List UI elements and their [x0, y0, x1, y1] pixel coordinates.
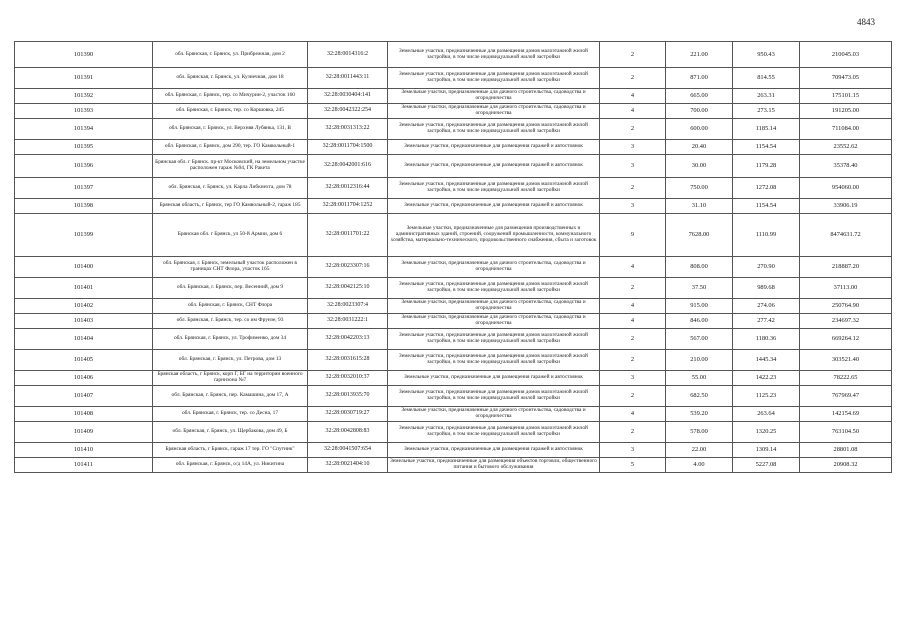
land-use-cell: Земельные участки, предназначенные для размещения гаражей и автостоянок — [388, 371, 600, 386]
land-use-cell: Земельные участки, предназначенные для размещения гаражей и автостоянок — [388, 443, 600, 458]
land-use-cell: Земельные участки, предназначенные для размещения домов малоэтажной жилой застройки, в том числе индивидуальной жилой застройки — [388, 68, 600, 89]
cadastral-number-cell: 32:28:0011704:1252 — [308, 199, 388, 214]
cadastral-number-cell: 32:28:0031313:22 — [308, 119, 388, 140]
cadastral-value-cell: 250764.90 — [800, 299, 892, 314]
specific-value-cell: 5227.08 — [733, 458, 800, 473]
address-cell: обл. Брянская, г. Брянск, ул. Карла Либкнехта, дом 78 — [153, 178, 308, 199]
cadastral-value-cell: 20908.32 — [800, 458, 892, 473]
table-row — [15, 119, 892, 140]
address-cell: Брянская область, г Брянск, тер ГО Камвольный-2, гараж 185 — [153, 199, 308, 214]
area-cell: 567.00 — [666, 329, 733, 350]
address-cell: обл. Брянская, г. Брянск, ул. Верхняя Лубянка, 131, В — [153, 119, 308, 140]
cadastral-number-cell: 32:28:0042808:83 — [308, 422, 388, 443]
table-row — [15, 199, 892, 214]
table-row — [15, 278, 892, 299]
specific-value-cell: 950.43 — [733, 42, 800, 68]
land-use-cell: Земельные участки, предназначенные для размещения гаражей и автостоянок — [388, 199, 600, 214]
group-cell: 4 — [600, 407, 666, 422]
cadastral-number-cell: 32:28:0023307:4 — [308, 299, 388, 314]
row-id: 101390 — [15, 42, 153, 68]
land-use-cell: Земельные участки, предназначенные для размещения домов малоэтажной жилой застройки, в том числе индивидуальной жилой застройки — [388, 278, 600, 299]
table-row — [15, 458, 892, 473]
land-use-cell: Земельные участки, предназначенные для размещения домов малоэтажной жилой застройки, в том числе индивидуальной жилой застройки — [388, 178, 600, 199]
address-cell: обл. Брянская, г. Брянск, ул. Петрова, дом 13 — [153, 350, 308, 371]
address-cell: обл. Брянская, г. Брянск, ул. Трофименко, дом 34 — [153, 329, 308, 350]
area-cell: 750.00 — [666, 178, 733, 199]
group-cell: 2 — [600, 42, 666, 68]
group-cell: 5 — [600, 458, 666, 473]
specific-value-cell: 1154.54 — [733, 199, 800, 214]
specific-value-cell: 273.15 — [733, 104, 800, 119]
table-row — [15, 350, 892, 371]
area-cell: 22.00 — [666, 443, 733, 458]
cadastral-value-cell: 711084.00 — [800, 119, 892, 140]
row-id: 101409 — [15, 422, 153, 443]
row-id: 101403 — [15, 314, 153, 329]
group-cell: 4 — [600, 314, 666, 329]
land-use-cell: Земельные участки, предназначенные для размещения домов малоэтажной жилой застройки, в том числе индивидуальной жилой застройки — [388, 386, 600, 407]
specific-value-cell: 989.68 — [733, 278, 800, 299]
address-cell: обл. Брянская, г. Брянск, тер. со им Фрунзе, 93 — [153, 314, 308, 329]
specific-value-cell: 263.31 — [733, 89, 800, 104]
area-cell: 20.40 — [666, 140, 733, 155]
cadastral-value-cell: 303521.40 — [800, 350, 892, 371]
address-cell: обл. Брянская, г. Брянск, о/д 14А, ул. Никитина — [153, 458, 308, 473]
row-id: 101405 — [15, 350, 153, 371]
group-cell: 3 — [600, 199, 666, 214]
group-cell: 2 — [600, 350, 666, 371]
address-cell: обл. Брянская, г. Брянск, пер. Камашина, дом 17, А — [153, 386, 308, 407]
specific-value-cell: 274.06 — [733, 299, 800, 314]
specific-value-cell: 1320.25 — [733, 422, 800, 443]
specific-value-cell: 1272.08 — [733, 178, 800, 199]
address-cell: Брянская обл. г Брянск. пр-кт Московский, на земельном участке расположен гараж №94, ГК Ракета — [153, 155, 308, 178]
group-cell: 3 — [600, 140, 666, 155]
table-row — [15, 422, 892, 443]
specific-value-cell: 1422.23 — [733, 371, 800, 386]
group-cell: 4 — [600, 104, 666, 119]
land-use-cell: Земельные участки, предназначенные для дачного строительства, садоводства и огородничества — [388, 407, 600, 422]
cadastral-value-cell: 175101.15 — [800, 89, 892, 104]
specific-value-cell: 270.90 — [733, 257, 800, 278]
specific-value-cell: 1309.14 — [733, 443, 800, 458]
group-cell: 2 — [600, 422, 666, 443]
cadastral-number-cell: 32:28:0031615:28 — [308, 350, 388, 371]
address-cell: Брянская область, г Брянск, корп Г, БГ на территории военного гарнизона №7 — [153, 371, 308, 386]
specific-value-cell: 263.64 — [733, 407, 800, 422]
row-id: 101406 — [15, 371, 153, 386]
table-row — [15, 299, 892, 314]
address-cell: обл. Брянская, г. Брянск, пер. Весенний, дом 9 — [153, 278, 308, 299]
cadastral-value-cell: 954060.00 — [800, 178, 892, 199]
specific-value-cell: 1180.36 — [733, 329, 800, 350]
table-row — [15, 329, 892, 350]
cadastral-number-cell: 32:28:0012316:44 — [308, 178, 388, 199]
group-cell: 3 — [600, 371, 666, 386]
land-use-cell: Земельные участки, предназначенные для размещения гаражей и автостоянок — [388, 140, 600, 155]
row-id: 101410 — [15, 443, 153, 458]
area-cell: 915.00 — [666, 299, 733, 314]
table-row — [15, 155, 892, 178]
address-cell: обл. Брянская, г. Брянск, ул. Кузнечная, дом 18 — [153, 68, 308, 89]
area-cell: 37.50 — [666, 278, 733, 299]
table-row — [15, 371, 892, 386]
cadastral-number-cell: 32:28:0030719:27 — [308, 407, 388, 422]
cadastral-value-cell: 35378.40 — [800, 155, 892, 178]
group-cell: 2 — [600, 278, 666, 299]
group-cell: 2 — [600, 68, 666, 89]
specific-value-cell: 1110.99 — [733, 214, 800, 257]
cadastral-value-cell: 218887.20 — [800, 257, 892, 278]
table-row — [15, 443, 892, 458]
land-use-cell: Земельные участки, предназначенные для размещения производственных и административных зданий, строений, сооружений промышленности, коммунального хозяйства, материально-технического, продовольственного снабжения, сбыта и заготовок — [388, 214, 600, 257]
specific-value-cell: 1125.23 — [733, 386, 800, 407]
specific-value-cell: 1445.34 — [733, 350, 800, 371]
cadastral-value-cell: 669264.12 — [800, 329, 892, 350]
cadastral-value-cell: 210045.03 — [800, 42, 892, 68]
group-cell: 2 — [600, 178, 666, 199]
address-cell: Брянская обл. г Брянск, ул 50-й Армии, дом 6 — [153, 214, 308, 257]
address-cell: обл. Брянская, г. Брянск, ул. Щербакова, дом 49, Б — [153, 422, 308, 443]
land-use-cell: Земельные участки, предназначенные для размещения домов малоэтажной жилой застройки, в том числе индивидуальной жилой застройки — [388, 422, 600, 443]
cadastral-value-cell: 78222.65 — [800, 371, 892, 386]
group-cell: 9 — [600, 214, 666, 257]
area-cell: 578.00 — [666, 422, 733, 443]
area-cell: 221.00 — [666, 42, 733, 68]
land-use-cell: Земельные участки, предназначенные для размещения домов малоэтажной жилой застройки, в том числе индивидуальной жилой застройки — [388, 329, 600, 350]
cadastral-value-cell: 234697.32 — [800, 314, 892, 329]
specific-value-cell: 1179.28 — [733, 155, 800, 178]
table-row — [15, 68, 892, 89]
area-cell: 682.50 — [666, 386, 733, 407]
cadastral-number-cell: 32:28:0042001:616 — [308, 155, 388, 178]
row-id: 101400 — [15, 257, 153, 278]
row-id: 101408 — [15, 407, 153, 422]
page-number: 4843 — [857, 17, 875, 27]
cadastral-number-cell: 32:28:0011704:1500 — [308, 140, 388, 155]
cadastral-value-table — [14, 41, 892, 473]
address-cell: Брянская область, г Брянск, гараж 17 тер. ГО "Спутник" — [153, 443, 308, 458]
row-id: 101397 — [15, 178, 153, 199]
group-cell: 4 — [600, 299, 666, 314]
cadastral-value-cell: 28801.08 — [800, 443, 892, 458]
specific-value-cell: 814.55 — [733, 68, 800, 89]
row-id: 101407 — [15, 386, 153, 407]
specific-value-cell: 277.42 — [733, 314, 800, 329]
address-cell: обл. Брянская, г. Брянск, дом 290, тер. ГО Камвольный-1 — [153, 140, 308, 155]
cadastral-value-cell: 142154.69 — [800, 407, 892, 422]
cadastral-number-cell: 32:28:0032010:37 — [308, 371, 388, 386]
land-use-cell: Земельные участки, предназначенные для дачного строительства, садоводства и огородничества — [388, 299, 600, 314]
cadastral-value-cell: 709473.05 — [800, 68, 892, 89]
table-row — [15, 104, 892, 119]
table-row — [15, 214, 892, 257]
land-use-cell: Земельные участки, предназначенные для размещения гаражей и автостоянок — [388, 155, 600, 178]
address-cell: обл. Брянская, г. Брянск, тер. со Десна, 17 — [153, 407, 308, 422]
land-use-cell: Земельные участки, предназначенные для дачного строительства, садоводства и огородничества — [388, 104, 600, 119]
group-cell: 2 — [600, 386, 666, 407]
area-cell: 55.00 — [666, 371, 733, 386]
table-row — [15, 89, 892, 104]
cadastral-number-cell: 32:28:0031222:1 — [308, 314, 388, 329]
table-row — [15, 407, 892, 422]
cadastral-number-cell: 32:28:0021404:10 — [308, 458, 388, 473]
cadastral-number-cell: 32:28:0014316:2 — [308, 42, 388, 68]
cadastral-number-cell: 32:28:0042203:13 — [308, 329, 388, 350]
land-use-cell: Земельные участки, предназначенные для размещения домов малоэтажной жилой застройки, в том числе индивидуальной жилой застройки — [388, 350, 600, 371]
area-cell: 539.20 — [666, 407, 733, 422]
table-row — [15, 42, 892, 68]
row-id: 101404 — [15, 329, 153, 350]
table-row — [15, 178, 892, 199]
cadastral-number-cell: 32:28:0042125:10 — [308, 278, 388, 299]
land-use-cell: Земельные участки, предназначенные для дачного строительства, садоводства и огородничества — [388, 257, 600, 278]
cadastral-value-cell: 23552.62 — [800, 140, 892, 155]
cadastral-number-cell: 32:28:0013935:70 — [308, 386, 388, 407]
cadastral-number-cell: 32:28:0011443:11 — [308, 68, 388, 89]
table-row — [15, 386, 892, 407]
specific-value-cell: 1185.14 — [733, 119, 800, 140]
address-cell: обл. Брянская, г. Брянск, тер. со Коршовка, 245 — [153, 104, 308, 119]
row-id: 101396 — [15, 155, 153, 178]
row-id: 101411 — [15, 458, 153, 473]
table-row — [15, 314, 892, 329]
cadastral-value-cell: 191205.00 — [800, 104, 892, 119]
group-cell: 4 — [600, 89, 666, 104]
area-cell: 4.00 — [666, 458, 733, 473]
cadastral-value-cell: 767969.47 — [800, 386, 892, 407]
address-cell: обл. Брянская, г. Брянск, ул. Прибрежная, дом 2 — [153, 42, 308, 68]
table-row — [15, 257, 892, 278]
row-id: 101398 — [15, 199, 153, 214]
row-id: 101393 — [15, 104, 153, 119]
cadastral-number-cell: 32:28:0041507:654 — [308, 443, 388, 458]
area-cell: 30.00 — [666, 155, 733, 178]
area-cell: 210.00 — [666, 350, 733, 371]
cadastral-number-cell: 32:28:0042322:254 — [308, 104, 388, 119]
cadastral-value-cell: 33906.19 — [800, 199, 892, 214]
area-cell: 871.00 — [666, 68, 733, 89]
area-cell: 846.00 — [666, 314, 733, 329]
group-cell: 3 — [600, 443, 666, 458]
land-use-cell: Земельные участки, предназначенные для размещения домов малоэтажной жилой застройки, в том числе индивидуальной жилой застройки — [388, 42, 600, 68]
land-use-cell: Земельные участки, предназначенные для размещения домов малоэтажной жилой застройки, в том числе индивидуальной жилой застройки — [388, 119, 600, 140]
cadastral-value-cell: 8474631.72 — [800, 214, 892, 257]
area-cell: 600.00 — [666, 119, 733, 140]
land-use-cell: Земельные участки, предназначенные для размещения объектов торговли, общественного питания и бытового обслуживания — [388, 458, 600, 473]
cadastral-number-cell: 32:28:0011701:22 — [308, 214, 388, 257]
row-id: 101402 — [15, 299, 153, 314]
cadastral-value-cell: 763104.50 — [800, 422, 892, 443]
specific-value-cell: 1154.54 — [733, 140, 800, 155]
row-id: 101392 — [15, 89, 153, 104]
land-use-cell: Земельные участки, предназначенные для дачного строительства, садоводства и огородничества — [388, 89, 600, 104]
area-cell: 31.10 — [666, 199, 733, 214]
area-cell: 700.00 — [666, 104, 733, 119]
row-id: 101394 — [15, 119, 153, 140]
row-id: 101401 — [15, 278, 153, 299]
cadastral-value-cell: 37113.00 — [800, 278, 892, 299]
group-cell: 4 — [600, 257, 666, 278]
address-cell: обл. Брянская, г. Брянск, тер. со Мичурин-2, участок 160 — [153, 89, 308, 104]
area-cell: 665.00 — [666, 89, 733, 104]
group-cell: 3 — [600, 155, 666, 178]
row-id: 101391 — [15, 68, 153, 89]
cadastral-number-cell: 32:28:0023307:16 — [308, 257, 388, 278]
address-cell: обл. Брянская, г. Брянск, земельный участок расположен в границах СНТ Флора, участок 165 — [153, 257, 308, 278]
area-cell: 7628.00 — [666, 214, 733, 257]
land-use-cell: Земельные участки, предназначенные для дачного строительства, садоводства и огородничества — [388, 314, 600, 329]
row-id: 101395 — [15, 140, 153, 155]
group-cell: 2 — [600, 329, 666, 350]
group-cell: 2 — [600, 119, 666, 140]
address-cell: обл. Брянская, г. Брянск, СНТ Флора — [153, 299, 308, 314]
area-cell: 808.00 — [666, 257, 733, 278]
table-row — [15, 140, 892, 155]
row-id: 101399 — [15, 214, 153, 257]
cadastral-number-cell: 32:28:0030404:141 — [308, 89, 388, 104]
